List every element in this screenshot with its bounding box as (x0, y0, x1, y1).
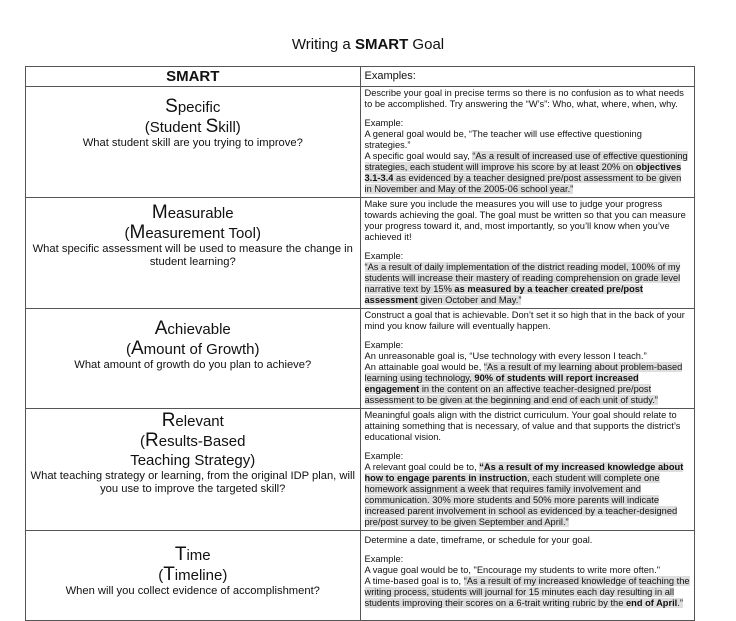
criterion-subtitle: (Measurement Tool) (124, 222, 261, 243)
criterion-title: Relevant (161, 410, 224, 431)
description: Determine a date, timeframe, or schedule for your goal. (364, 535, 593, 545)
examples-time (360, 531, 695, 621)
criterion-measurable (26, 198, 361, 309)
examples-relevant (360, 409, 695, 531)
example-label: Example: (364, 118, 404, 128)
example-label: Example: (364, 251, 404, 261)
header-smart: SMART (26, 67, 361, 87)
row-measurable (26, 198, 695, 309)
description: Describe your goal in precise terms so there is no confusion as to what needs to be accomplished. Try answering the “W’s”: Who, what, where, when, why. (364, 88, 684, 109)
criterion-subtitle: (Amount of Growth) (125, 338, 260, 359)
criterion-subtitle-2: Teaching Strategy) (130, 452, 256, 469)
header-examples: Examples: (360, 67, 695, 87)
description: Make sure you include the measures you will use to judge your progress towards achieving the goal. The goal must be written so that you can measure your progress toward it, and, most importantly, so you’ll know when you’ve achieved it! (364, 199, 686, 242)
row-specific (26, 87, 695, 198)
criterion-achievable (26, 309, 361, 409)
title-suffix: Goal (408, 36, 445, 53)
smart-table (25, 66, 695, 621)
example-1: A relevant goal could be to, “As a result of my increased knowledge about how to engage parents in instruction, each student will complete one homework assignment a week that requires family involvement and communication. 30% more students and 50% more parents will indicate increased parent involvement in school as evidenced by a teacher-designed pre/post survey to be given September and April.” (364, 462, 684, 527)
example-1: A general goal would be, “The teacher will use effective questioning strategies.” (364, 129, 642, 150)
title-bold: SMART (354, 36, 409, 53)
criterion-question: What student skill are you trying to improve? (82, 137, 303, 149)
criterion-title: Achievable (154, 318, 231, 339)
title-prefix: Writing a (291, 36, 355, 53)
examples-achievable (360, 309, 695, 409)
example-2: An attainable goal would be, “As a result of my learning about problem-based learning using technology, 90% of students will report increased engagement in the content on an affective teacher-designed pre/post assessment to be given at the beginning and end of each unit of study.” (364, 362, 683, 405)
example-1: An unreasonable goal is, “Use technology with every lesson I teach.” (364, 351, 647, 361)
example-label: Example: (364, 554, 404, 564)
criterion-title: Specific (165, 96, 221, 117)
examples-measurable (360, 198, 695, 309)
example-2: A specific goal would say, “As a result of increased use of effective questioning strategies, each student will improve his score by at least 20% on objectives 3.1-3.4 as evidenced by a teacher designed pre/post assessment to be given in November and May of the 2005-06 school year.” (364, 151, 688, 194)
row-time (26, 531, 695, 621)
example-label: Example: (364, 451, 404, 461)
example-1: “As a result of daily implementation of the district reading model, 100% of my students will increase their mastery of reading comprehension on grade level narrative text by 15% as measured by a teacher created pre/post assessment given October and May.” (364, 262, 681, 305)
criterion-subtitle: (Timeline) (158, 564, 228, 585)
row-achievable (26, 309, 695, 409)
example-1: A vague goal would be to, "Encourage my students to write more often." (364, 565, 660, 575)
page-title (0, 36, 736, 53)
criterion-question: When will you collect evidence of accomplishment? (65, 585, 320, 597)
description: Meaningful goals align with the district curriculum. Your goal should relate to attaining something that is necessary, of value and that supports the district’s educational vision. (364, 410, 681, 442)
criterion-specific (26, 87, 361, 198)
header-row (26, 67, 695, 87)
criterion-subtitle: (Student Skill) (144, 116, 241, 137)
criterion-question: What teaching strategy or learning, from the original IDP plan, will you use to improve the targeted skill? (30, 470, 355, 495)
criterion-question: What specific assessment will be used to measure the change in student learning? (32, 243, 353, 268)
description: Construct a goal that is achievable. Don’t set it so high that in the back of your mind you know failure will eventually happen. (364, 310, 685, 331)
example-label: Example: (364, 340, 404, 350)
criterion-subtitle: (Results-Based (140, 430, 246, 451)
example-2: A time-based goal is to, “As a result of my increased knowledge of teaching the writing process, students will journal for 15 minutes each day resulting in all students improving their scores on a 6-trait writing rubric by the end of April.” (364, 576, 690, 608)
criterion-relevant (26, 409, 361, 531)
row-relevant (26, 409, 695, 531)
criterion-time (26, 531, 361, 621)
criterion-title: Time (174, 544, 211, 565)
criterion-title: Measurable (151, 202, 234, 223)
examples-specific (360, 87, 695, 198)
criterion-question: What amount of growth do you plan to achieve? (74, 359, 312, 371)
